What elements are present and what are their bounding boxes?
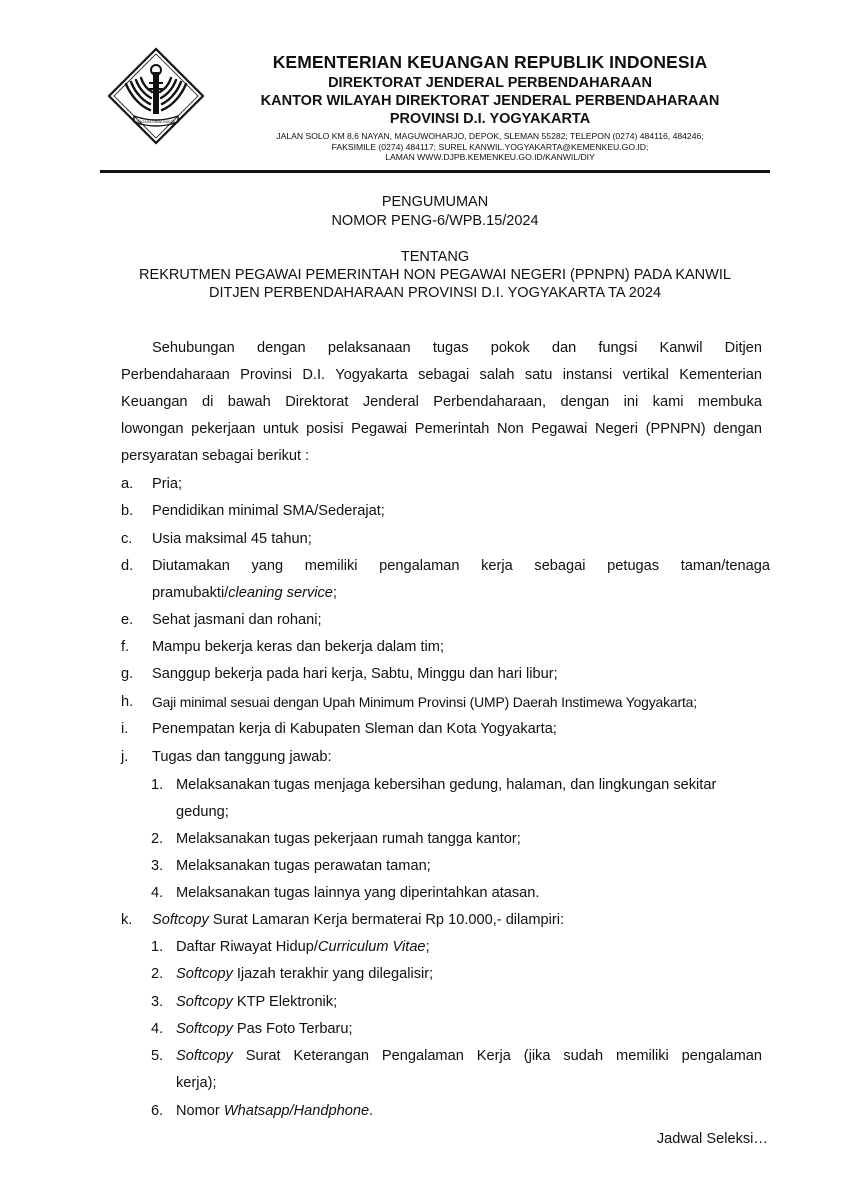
intro-line: Keuangan di bawah Direktorat Jenderal Perbendaharaan, dengan ini kami membuka bbox=[121, 394, 762, 410]
address-line: FAKSIMILE (0274) 484117; SUREL KANWIL.YOGYAKARTA@KEMENKEU.GO.ID; bbox=[331, 141, 649, 152]
list-item: Usia maksimal 45 tahun; bbox=[152, 531, 312, 547]
sub-number: 3. bbox=[151, 858, 164, 874]
province-name: PROVINSI D.I. YOGYAKARTA bbox=[389, 111, 591, 127]
sub-item: Softcopy Pas Foto Terbaru; bbox=[176, 1021, 353, 1037]
list-item: Tugas dan tanggung jawab: bbox=[152, 749, 332, 765]
announcement-subject: REKRUTMEN PEGAWAI PEMERINTAH NON PEGAWAI NEGERI (PPNPN) PADA KANWIL bbox=[139, 267, 731, 283]
announcement-number: NOMOR PENG-6/WPB.15/2024 bbox=[331, 213, 539, 229]
sub-item-continuation: gedung; bbox=[176, 804, 229, 820]
list-item: Diutamakan yang memiliki pengalaman kerja sebagai petugas taman/tenaga bbox=[152, 558, 770, 574]
list-letter: f. bbox=[121, 639, 130, 655]
list-item: Sanggup bekerja pada hari kerja, Sabtu, Minggu dan hari libur; bbox=[152, 666, 558, 682]
announcement-subject: DITJEN PERBENDAHARAAN PROVINSI D.I. YOGYAKARTA TA 2024 bbox=[208, 285, 662, 301]
list-letter: d. bbox=[121, 558, 134, 574]
sub-number: 2. bbox=[151, 831, 164, 847]
sub-number: 4. bbox=[151, 885, 164, 901]
list-letter: j. bbox=[121, 749, 129, 765]
sub-number: 4. bbox=[151, 1021, 164, 1037]
list-item: Pendidikan minimal SMA/Sederajat; bbox=[152, 503, 385, 519]
intro-line: persyaratan sebagai berikut : bbox=[121, 448, 310, 464]
sub-number: 5. bbox=[151, 1048, 164, 1064]
continued-next-page: Jadwal Seleksi… bbox=[656, 1131, 768, 1147]
list-letter: g. bbox=[121, 666, 134, 682]
sub-item: Softcopy Surat Keterangan Pengalaman Kerja (jika sudah memiliki pengalaman bbox=[176, 1048, 762, 1064]
intro-line: Perbendaharaan Provinsi D.I. Yogyakarta sebagai salah satu instansi vertikal Kementerian bbox=[121, 367, 762, 383]
list-letter: k. bbox=[121, 912, 133, 928]
sub-number: 3. bbox=[151, 994, 164, 1010]
letterhead-divider bbox=[100, 170, 770, 173]
sub-item: Softcopy KTP Elektronik; bbox=[176, 994, 338, 1010]
list-item: Gaji minimal sesuai dengan Upah Minimum Provinsi (UMP) Daerah Instimewa Yogyakarta; bbox=[152, 694, 697, 710]
kemenkeu-emblem-icon bbox=[106, 46, 206, 146]
announcement-about: TENTANG bbox=[400, 249, 470, 265]
ministry-name: KEMENTERIAN KEUANGAN REPUBLIK INDONESIA bbox=[272, 52, 708, 72]
logo-ribbon-text: NAGARA DANA RAKCA bbox=[136, 120, 176, 125]
list-letter: a. bbox=[121, 476, 134, 492]
sub-item: Nomor Whatsapp/Handphone. bbox=[176, 1103, 374, 1119]
list-item: Softcopy Surat Lamaran Kerja bermaterai Rp 10.000,- dilampiri: bbox=[152, 912, 565, 928]
address-line: JALAN SOLO KM 8,6 NAYAN, MAGUWOHARJO, DEPOK, SLEMAN 55282; TELEPON (0274) 484116, 484246; bbox=[276, 131, 704, 141]
list-item: Mampu bekerja keras dan bekerja dalam tim; bbox=[152, 639, 445, 655]
directorate-name: DIREKTORAT JENDERAL PERBENDAHARAAN bbox=[328, 75, 652, 91]
sub-item: Melaksanakan tugas perawatan taman; bbox=[176, 858, 431, 874]
announcement-title: PENGUMUMAN bbox=[381, 194, 489, 210]
sub-number: 6. bbox=[151, 1103, 164, 1119]
list-item: Pria; bbox=[152, 476, 183, 492]
list-letter: b. bbox=[121, 503, 134, 519]
list-item: Sehat jasmani dan rohani; bbox=[152, 612, 322, 628]
list-item: Penempatan kerja di Kabupaten Sleman dan Kota Yogyakarta; bbox=[152, 721, 557, 737]
sub-item: Melaksanakan tugas lainnya yang diperintahkan atasan. bbox=[176, 885, 540, 901]
sub-number: 1. bbox=[151, 777, 164, 793]
sub-item-continuation: kerja); bbox=[176, 1075, 217, 1091]
intro-line: lowongan pekerjaan untuk posisi Pegawai Pemerintah Non Pegawai Negeri (PPNPN) dengan bbox=[121, 421, 762, 437]
sub-item: Daftar Riwayat Hidup/Curriculum Vitae; bbox=[176, 939, 430, 955]
list-item-continuation: pramubakti/cleaning service; bbox=[152, 585, 337, 601]
sub-item: Softcopy Ijazah terakhir yang dilegalisir; bbox=[176, 966, 434, 982]
sub-item: Melaksanakan tugas menjaga kebersihan gedung, halaman, dan lingkungan sekitar bbox=[176, 777, 717, 793]
sub-item: Melaksanakan tugas pekerjaan rumah tangga kantor; bbox=[176, 831, 521, 847]
sub-number: 1. bbox=[151, 939, 164, 955]
list-letter: h. bbox=[121, 694, 134, 710]
list-letter: c. bbox=[121, 531, 133, 547]
intro-line: Sehubungan dengan pelaksanaan tugas pokok dan fungsi Kanwil Ditjen bbox=[152, 340, 762, 356]
list-letter: e. bbox=[121, 612, 134, 628]
sub-number: 2. bbox=[151, 966, 164, 982]
list-letter: i. bbox=[121, 721, 129, 737]
regional-office-name: KANTOR WILAYAH DIREKTORAT JENDERAL PERBENDAHARAAN bbox=[260, 93, 720, 109]
address-line: LAMAN WWW.DJPB.KEMENKEU.GO.ID/KANWIL/DIY bbox=[385, 152, 595, 162]
